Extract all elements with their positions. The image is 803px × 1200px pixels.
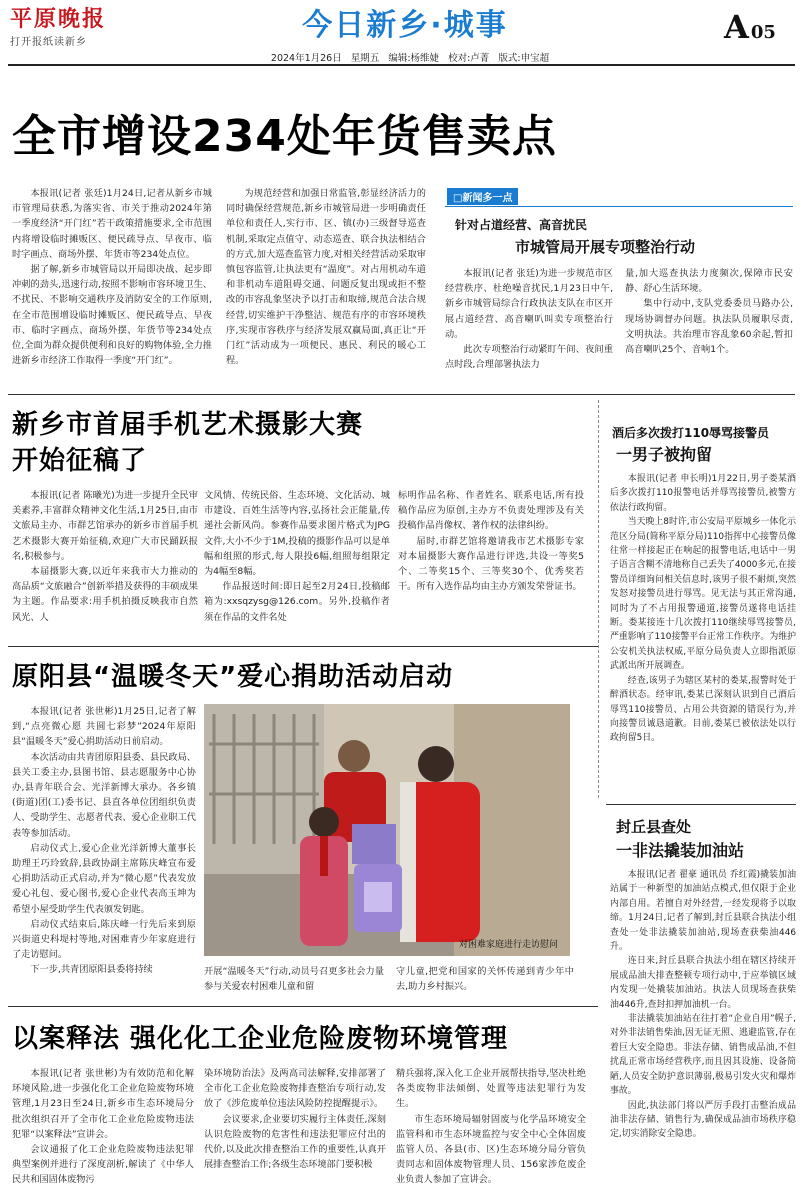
sidebar2: [606, 424, 796, 799]
sidebar2-body: [610, 472, 796, 798]
story2-col2: [204, 488, 390, 636]
story1-headline: 全市增设234处年货售卖点: [12, 111, 557, 162]
paragraph: 下一步,共青团原阳县委将持续: [30, 964, 153, 976]
page-letter: A: [724, 8, 749, 46]
paragraph: 经查,该男子为辖区某村的娄某,报警时处于醉酒状态。经审讯,娄某已深刻认识到自己酒后辱骂110接警员、占用公共资源的错误行为,并向接警员诚恳道歉。目前,娄某已被依法处以行政拘留5日。: [610, 675, 796, 744]
paragraph: 本次活动由共青团原阳县委、县民政局、县关工委主办,县图书馆、县志愿服务中心协办,县青年联合会、光洋新博大承办。各乡镇(街道)团(工)委书记、县直各单位团组织负责人、受助学生、志愿者代表、爱心企业职工代表等参加活动。: [12, 751, 196, 839]
paragraph: 启动仪式结束后,陈庆峰一行先后来到原兴街道史科堤村等地,对困难青少年家庭进行了走访慰问。: [12, 918, 196, 961]
story4-col3: [396, 1066, 586, 1196]
newspaper-logo: [10, 6, 128, 48]
paragraph: 本报讯(记者 翟豪 通讯员 乔红霞)撬装加油站属于一种新型的加油站点模式,但仅限于企业内部自用。若擅自对外经营,一经发现将予以取缔。1月24日,记者了解到,封丘县联合执法小组查处一处非法撬装加油站,现场查获柴油446升。: [610, 870, 796, 953]
page-digits: 05: [750, 22, 776, 43]
sidebar3-headline-line1: 封丘县查处: [616, 818, 692, 836]
sidebar3-headline-line2: 一非法撬装加油站: [616, 841, 745, 860]
story4-col2: [204, 1066, 386, 1196]
paragraph: 标明作品名称、作者姓名、联系电话,所有投稿作品应为原创,主办方不负责处理涉及有关投稿作品肖像权、著作权的法律纠纷。: [398, 490, 584, 532]
paragraph: 本报讯(记者 张世彬)1月25日,记者了解到,“点亮微心愿 共圆七彩梦”2024年原阳县“温暖冬天”爱心捐助活动日前启动。: [12, 706, 196, 748]
paragraph: 当天晚上8时许,市公安局平原城乡一体化示范区分局(简称平原分局)110指挥中心接警员像往常一样接起正在响起的报警电话,电话中一男子语言含糊不清地称自己丢失了4000多元,在接警员详细询问相关信息时,该男子很不耐烦,突然发怒对接警员进行辱骂。见无法与其正常沟通,同时为了不占用报警通道,接警员遂将电话挂断。娄某接连十几次拨打110继续辱骂接警员,严重影响了110接警平台正常工作秩序。为维护公安机关执法权威,平原分局负责人立即指派原武派出所开展调查。: [610, 517, 796, 672]
dateline: 2024年1月26日 星期五 编辑:杨维婕 校对:卢菁 版式:申宝超: [270, 53, 550, 64]
story2-col1: [12, 488, 198, 636]
story3-col1: [12, 704, 196, 996]
paragraph: 连日来,封丘县联合执法小组在辖区持续开展成品油大排查整顿专项行动中,于应举镇区域内发现一处撬装加油站。执法人员现场查获柴油446升,查封扣押加油机一台。: [610, 956, 796, 1010]
sidebar1-kicker: 针对占道经营、高音扰民: [455, 218, 588, 232]
paragraph: 启动仪式上,爱心企业光洋新博大董事长助理王巧玲致辞,县政协副主席陈庆峰宣布爱心捐助活动正式启动,并为“微心愿”代表发放爱心礼包、爱心图书,爱心企业代表高玉坤为希望小屋受助学生代表颁发钥匙。: [12, 842, 196, 915]
story4-col1: [12, 1066, 194, 1196]
paragraph: 作品报送时间:即日起至2月24日,投稿邮箱为:xxsqzysg@126.com。另外,投稿作者须在作品的文件名处: [204, 581, 390, 623]
sidebar1-col1: [445, 266, 613, 378]
story4-headline: 以案释法 强化化工企业危险废物环境管理: [12, 1024, 509, 1054]
photo-illustration: [204, 704, 570, 956]
logo-text: 平原晚报: [10, 6, 107, 32]
sidebar2-headline-line2: 一男子被拘留: [616, 445, 713, 464]
paragraph: 文风情、传统民俗、生态环境、文化活动、城市建设、百姓生活等内容,弘扬社会正能量,传递社会新风尚。参赛作品要求图片格式为JPG文件,大小不少于1M,投稿的摄影作品可以是单幅和组照的形式,每人限投6幅,组照每组限定为4幅至8幅。: [204, 490, 390, 578]
sidebar2-headline-line1: 酒后多次拨打110辱骂接警员: [612, 426, 770, 440]
paragraph: 因此,执法部门将以严厉手段打击整治成品油非法存储、销售行为,确保成品油市场秩序稳定,切实消除安全隐患。: [610, 1100, 796, 1140]
sidebar1: [445, 186, 795, 386]
sidebar1-headline: 市城管局开展专项整治行动: [515, 238, 696, 256]
paragraph: 本报讯(记者 申长明)1月22日,男子娄某酒后多次拨打110报警电话并辱骂接警员,被警方依法行政拘留。: [610, 474, 796, 513]
paragraph: 开展“温暖冬天”行动,动员号召更多社会力量参与关爱农村困难儿童和留: [204, 966, 384, 993]
story3-col2: [204, 964, 384, 998]
story2-headline-line2: 开始征稿了: [12, 446, 148, 476]
paragraph: 量,加大巡查执法力度频次,保障市民安静、舒心生活环境。: [625, 268, 793, 295]
paragraph: 本报讯(记者 张廷)1月24日,记者从新乡市城市管理局获悉,为落实省、市关于推动2024年第一季度经济“开门红”若干政策措施要求,全市范围内将增设临时摊贩区、便民疏导点、早夜市、临时字画点、商场外摆、年货市等234处点位。: [12, 188, 212, 260]
paragraph: 会议通报了化工企业危险废物违法犯罪典型案例并进行了深度剖析,解读了《中华人民共和国固体废物污: [12, 1144, 194, 1186]
masthead: [0, 0, 803, 66]
paragraph: 为规范经营和加强日常监管,彰显经济活力的同时确保经营规范,新乡市城管局进一步明确责任单位和责任人,实行市、区、镇(办)三级督导巡查机制,采取定点值守、动态巡查、联合执法相结合的方式,加大巡查监管力度,对相关经营活动采取审慎包容监管,让执法更有“温度”。对占用机动车道和非机动车道阻碍交通、问题反复出现或拒不整改的市容乱象坚决予以打击和取缔,规范合法合规经营,切实维护干净整洁、规范有序的市容环境秩序,实现市容秩序与经济发展双赢局面,真正让“开门红”活动成为一项便民、惠民、利民的暖心工程。: [226, 188, 426, 367]
story2-col3: [398, 488, 584, 636]
story3-photo: [204, 704, 570, 956]
paragraph: 染环境防治法》及两高司法解释,安排部署了全市化工企业危险废物排查整治专项行动,发放了《涉危废单位违法风险防控提醒提示》。: [204, 1068, 386, 1110]
paragraph: 本届摄影大赛,以近年来我市大力推动的高品质“文旅融合”创新举措及获得的丰硕成果为主题。作品要求:用手机拍摄反映我市自然风光、人: [12, 566, 198, 623]
paragraph: 集中行动中,支队党委委员马路办公,现场协调督办问题。执法队员履职尽责,文明执法。共治理市容乱象60余起,暂扣高音喇叭25个、音响1个。: [625, 298, 793, 356]
paragraph: 本报讯(记者 张世彬)为有效防范和化解环境风险,进一步强化化工企业危险废物环境管理,1月23日至24日,新乡市生态环境局分批次组织召开了全市化工企业危险废物违法犯罪“以案释法”宣讲会。: [12, 1068, 194, 1140]
story3-headline: 原阳县“温暖冬天”爱心捐助活动启动: [12, 662, 454, 692]
story3-col3: [396, 964, 574, 998]
logo-slogan: 打开报纸读新乡: [10, 37, 87, 48]
sidebar3-body: [610, 868, 796, 1196]
paragraph: 市生态环境局辐射固废与化学品环境安全监管科和市生态环境监控与安全中心全体固废监管人员、各县(市、区)生态环境分局分管负责同志和固体废物管理人员、156家涉危废企业负责人参加了宣讲会。: [396, 1113, 586, 1186]
page-number: [724, 8, 800, 46]
photo-caption: 对困难家庭进行走访慰问: [458, 940, 558, 950]
paragraph: 非法撬装加油站在往打着“企业自用”幌子,对外非法销售柴油,因无证无照、逃避监管,存在着巨大安全隐患。非法存储、销售成品油,不但扰乱正常市场经营秩序,而且因其设施、设备简陋,人员安全防护意识薄弱,极易引发火灾和爆炸事故。: [610, 1014, 796, 1097]
paragraph: 此次专项整治行动紧盯午间、夜间重点时段,合理部署执法力: [445, 344, 613, 371]
section-tag: □新闻多一点: [447, 188, 518, 205]
story2-headline-line1: 新乡市首届手机艺术摄影大赛: [12, 410, 364, 440]
paragraph: 本报讯(记者 陈曦光)为进一步提升全民审美素养,丰富群众精神文化生活,1月25日,由市文旅局主办、市群艺馆承办的新乡市首届手机艺术摄影大赛开始征稿,欢迎广大市民踊跃报名,积极参与。: [12, 490, 198, 562]
page-title: 今日新乡·城事: [302, 8, 508, 43]
sidebar1-col2: [625, 266, 793, 378]
paragraph: 守儿童,把党和国家的关怀传递到青少年中去,助力乡村振兴。: [396, 966, 574, 993]
sidebar3: [606, 816, 796, 1196]
paragraph: 本报讯(记者 张廷)为进一步规范市区经营秩序、杜绝噪音扰民,1月23日中午,新乡市城管局综合行政执法支队在市区开展占道经营、高音喇叭叫卖专项整治行动。: [445, 268, 613, 340]
paragraph: 会议要求,企业要切实履行主体责任,深刻认识危险废物的危害性和违法犯罪应付出的代价,以及此次排查整治工作的重要性,认真开展排查整治工作;各级生态环境部门要积极: [204, 1113, 386, 1171]
paragraph: 届时,市群艺馆将邀请我市艺术摄影专家对本届摄影大赛作品进行评选,共设一等奖5个、二等奖15个、三等奖30个、优秀奖若干。所有入选作品均由主办方颁发荣誉证书。: [398, 535, 584, 593]
paragraph: 据了解,新乡市城管局以开局即决战、起步即冲刺的劲头,迅速行动,按照不影响市容环境卫生、不扰民、不影响交通秩序及消防安全的工作原则,在全市范围增设临时摊贩区、便民疏导点、早夜市、临时字画点、商场外摆、年货节等234处点位,全面为群众提供便利和良好的购物体验,全力推进新乡市经济工作取得一季度“开门红”。: [12, 264, 212, 367]
story1-col1: [12, 186, 212, 382]
paragraph: 精兵强将,深入化工企业开展帮扶指导,坚决杜绝各类废物非法倾倒、处置等违法犯罪行为发生。: [396, 1068, 586, 1110]
story1-col2: [226, 186, 426, 382]
